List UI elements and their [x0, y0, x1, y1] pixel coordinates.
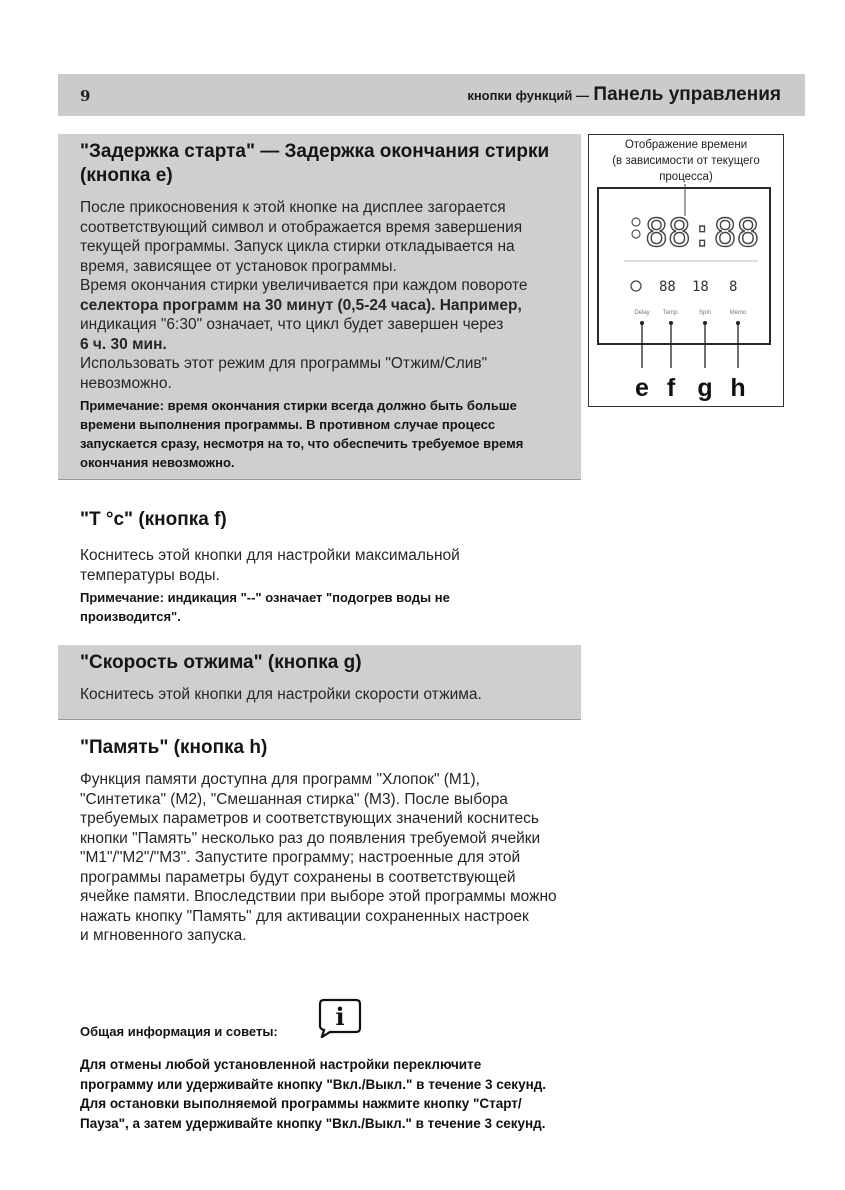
letter-g: g	[697, 374, 713, 402]
info-note-line: программу или удерживайте кнопку "Вкл./Выкл." в течение 3 секунд.	[80, 1076, 547, 1092]
info-note-line: Для отмены любой установленной настройки переключите	[80, 1057, 482, 1072]
pointer-dot	[736, 321, 740, 325]
memo-readout: 8	[729, 279, 738, 295]
page-number: 9	[80, 87, 91, 105]
panel-display-illustration	[588, 134, 784, 407]
delay-note-line: Примечание: время окончания стирки всегда должно быть больше	[80, 398, 517, 413]
header-main-title: Панель управления	[593, 84, 781, 105]
info-label: Общая информация и советы:	[80, 1024, 278, 1039]
spin-section	[80, 651, 575, 705]
header-subtitle: кнопки функций —	[467, 88, 589, 103]
delay-section	[80, 140, 575, 472]
header-title	[467, 84, 781, 106]
delay-body-line: текущей программы. Запуск цикла стирки откладывается на	[80, 238, 515, 255]
temp-body-line: температуры воды.	[80, 566, 220, 584]
delay-body-line: индикация "6:30" означает, что цикл будет завершен через	[80, 316, 504, 333]
panel-caption-line: Отображение времени	[624, 139, 748, 151]
delay-button-label: Delay	[634, 310, 650, 316]
temp-button-label: Temp.	[662, 310, 680, 316]
temp-body-line: Коснитесь этой кнопки для настройки максимальной	[80, 547, 460, 564]
letter-f: f	[666, 374, 676, 402]
memory-body-line: кнопки "Память" несколько раз до появления требуемой ячейки	[80, 829, 541, 847]
info-icon-letter: i	[335, 1002, 345, 1031]
memory-body-line: и мгновенного запуска.	[80, 927, 247, 944]
info-note-line: Пауза", а затем удерживайте кнопку "Вкл./Выкл." в течение 3 секунд.	[80, 1115, 546, 1131]
pointer-dot	[669, 321, 673, 325]
temp-section	[80, 508, 575, 626]
memory-body-line: нажать кнопку "Память" для активации сохраненных настроек	[80, 907, 529, 925]
panel-caption-line: (в зависимости от текущего	[612, 155, 760, 167]
memory-section-title: "Память" (кнопка h)	[80, 737, 268, 758]
panel-caption-line: процесса)	[659, 171, 713, 183]
delay-note-line: окончания невозможно.	[80, 455, 235, 470]
temp-readout: 88	[659, 279, 676, 295]
memo-button-label: Memo	[729, 310, 747, 316]
delay-body-line: Время окончания стирки увеличивается при каждом повороте	[80, 277, 528, 294]
delay-body-line: невозможно.	[80, 374, 172, 392]
pointer-dot	[640, 321, 644, 325]
memory-body-line: Функция памяти доступна для программ "Хлопок" (M1),	[80, 771, 480, 788]
delay-note-line: времени выполнения программы. В противном случае процесс	[80, 417, 496, 432]
info-icon	[318, 998, 362, 1038]
delay-note-line: запускается сразу, несмотря на то, что обеспечить требуемое время	[80, 436, 524, 451]
memory-section	[80, 736, 575, 946]
memory-body-line: программы параметры будут сохранены в соответствующей	[80, 868, 516, 886]
delay-body-line: После прикосновения к этой кнопке на дисплее загорается	[80, 199, 506, 216]
delay-body-line: время, зависящее от установок программы.	[80, 257, 397, 275]
spin-section-title: "Скорость отжима" (кнопка g)	[80, 652, 362, 673]
memory-body-line: "Синтетика" (M2), "Смешанная стирка" (M3). После выбора	[80, 790, 508, 808]
spin-button-label: Spin	[698, 310, 712, 316]
pointer-dot	[703, 321, 707, 325]
memory-body-line: требуемых параметров и соответствующих значений коснитесь	[80, 810, 539, 827]
time-readout: 88:88	[645, 211, 760, 255]
temp-note-line: производится".	[80, 609, 181, 624]
letter-h: h	[730, 374, 746, 402]
info-note	[80, 1055, 600, 1133]
letter-e: e	[635, 374, 649, 402]
temp-note-line: Примечание: индикация "--" означает "подогрев воды не	[80, 590, 450, 605]
temp-section-title: "T °c" (кнопка f)	[80, 509, 227, 530]
delay-bold-line: 6 ч. 30 мин.	[80, 335, 167, 353]
delay-bold-line: селектора программ на 30 минут (0,5-24 часа). Например,	[80, 296, 522, 314]
delay-section-title: "Задержка старта" — Задержка окончания стирки (кнопка e)	[80, 141, 550, 186]
spin-readout: 18	[692, 279, 709, 295]
delay-body-line: Использовать этот режим для программы "Отжим/Слив"	[80, 355, 488, 372]
spin-body: Коснитесь этой кнопки для настройки скорости отжима.	[80, 686, 482, 703]
info-note-line: Для остановки выполняемой программы нажмите кнопку "Старт/	[80, 1096, 522, 1111]
memory-body-line: ячейке памяти. Впоследствии при выборе этой программы можно	[80, 888, 557, 905]
delay-body-line: соответствующий символ и отображается время завершения	[80, 218, 523, 236]
memory-body-line: "M1"/"M2"/"M3". Запустите программу; настроенные для этой	[80, 849, 521, 866]
